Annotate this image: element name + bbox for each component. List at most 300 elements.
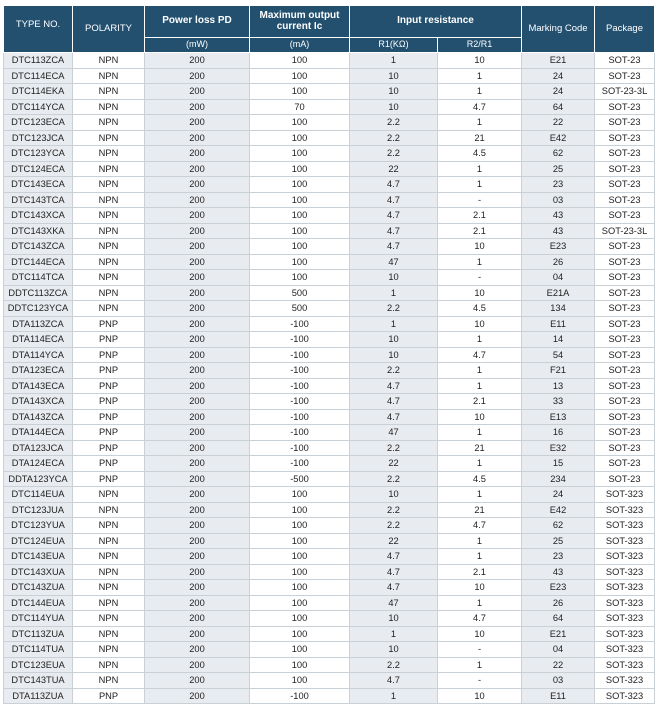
type-no-cell: DTA114ECA: [4, 332, 73, 348]
package-cell: SOT-323: [595, 518, 655, 534]
r2-r1-cell: 4.7: [438, 347, 522, 363]
package-cell: SOT-323: [595, 533, 655, 549]
r1-cell: 4.7: [350, 223, 438, 239]
power-loss-cell: 200: [145, 53, 250, 69]
max-current-cell: 100: [250, 161, 350, 177]
table-row: [4, 533, 655, 549]
max-current-cell: -100: [250, 378, 350, 394]
package-cell: SOT-23-3L: [595, 84, 655, 100]
max-current-cell: -100: [250, 440, 350, 456]
type-no-cell: DTC143EUA: [4, 549, 73, 565]
max-current-cell: 100: [250, 595, 350, 611]
package-cell: SOT-323: [595, 657, 655, 673]
table-row: [4, 363, 655, 379]
max-current-cell: 100: [250, 130, 350, 146]
marking-code-cell: 26: [522, 254, 595, 270]
r2-r1-cell: -: [438, 673, 522, 689]
type-no-cell: DTA143XCA: [4, 394, 73, 410]
package-cell: SOT-323: [595, 564, 655, 580]
polarity-cell: NPN: [73, 130, 145, 146]
r1-cell: 2.2: [350, 146, 438, 162]
polarity-cell: NPN: [73, 502, 145, 518]
package-cell: SOT-23: [595, 301, 655, 317]
power-loss-cell: 200: [145, 177, 250, 193]
power-loss-cell: 200: [145, 146, 250, 162]
max-current-cell: 100: [250, 626, 350, 642]
marking-code-cell: 23: [522, 549, 595, 565]
type-no-cell: DTC123YCA: [4, 146, 73, 162]
max-current-cell: 100: [250, 564, 350, 580]
r1-cell: 2.2: [350, 115, 438, 131]
package-cell: SOT-23: [595, 409, 655, 425]
r1-cell: 2.2: [350, 502, 438, 518]
power-loss-cell: 200: [145, 626, 250, 642]
r1-cell: 22: [350, 161, 438, 177]
table-row: [4, 84, 655, 100]
r2-r1-cell: 1: [438, 425, 522, 441]
r1-cell: 10: [350, 99, 438, 115]
power-loss-cell: 200: [145, 394, 250, 410]
marking-code-cell: 24: [522, 487, 595, 503]
polarity-cell: NPN: [73, 673, 145, 689]
power-loss-cell: 200: [145, 316, 250, 332]
table-row: [4, 440, 655, 456]
table-row: [4, 223, 655, 239]
polarity-cell: NPN: [73, 208, 145, 224]
power-loss-cell: 200: [145, 115, 250, 131]
max-current-cell: 100: [250, 177, 350, 193]
polarity-cell: PNP: [73, 440, 145, 456]
r1-cell: 4.7: [350, 208, 438, 224]
polarity-cell: NPN: [73, 301, 145, 317]
header-polarity: POLARITY: [73, 6, 145, 53]
package-cell: SOT-23: [595, 440, 655, 456]
r2-r1-cell: 1: [438, 657, 522, 673]
package-cell: SOT-323: [595, 611, 655, 627]
r2-r1-cell: 1: [438, 332, 522, 348]
max-current-cell: -100: [250, 363, 350, 379]
table-row: [4, 177, 655, 193]
package-cell: SOT-23: [595, 68, 655, 84]
r1-cell: 1: [350, 626, 438, 642]
package-cell: SOT-23: [595, 192, 655, 208]
max-current-cell: -100: [250, 347, 350, 363]
max-current-cell: 100: [250, 580, 350, 596]
type-no-cell: DTC143TCA: [4, 192, 73, 208]
table-row: [4, 688, 655, 704]
power-loss-cell: 200: [145, 239, 250, 255]
power-loss-cell: 200: [145, 161, 250, 177]
marking-code-cell: 43: [522, 208, 595, 224]
marking-code-cell: F21: [522, 363, 595, 379]
package-cell: SOT-23: [595, 177, 655, 193]
r1-cell: 47: [350, 595, 438, 611]
type-no-cell: DTA113ZUA: [4, 688, 73, 704]
power-loss-cell: 200: [145, 518, 250, 534]
max-current-cell: -500: [250, 471, 350, 487]
max-current-cell: -100: [250, 332, 350, 348]
package-cell: SOT-323: [595, 487, 655, 503]
table-row: [4, 208, 655, 224]
table-row: [4, 611, 655, 627]
type-no-cell: DDTC123YCA: [4, 301, 73, 317]
type-no-cell: DTC114ECA: [4, 68, 73, 84]
polarity-cell: NPN: [73, 53, 145, 69]
max-current-cell: 100: [250, 208, 350, 224]
header-r2-r1: R2/R1: [438, 38, 522, 53]
table-row: [4, 409, 655, 425]
marking-code-cell: 234: [522, 471, 595, 487]
r1-cell: 4.7: [350, 409, 438, 425]
marking-code-cell: 13: [522, 378, 595, 394]
table-row: [4, 99, 655, 115]
polarity-cell: NPN: [73, 611, 145, 627]
type-no-cell: DTC143ZUA: [4, 580, 73, 596]
type-no-cell: DTA143ZCA: [4, 409, 73, 425]
r2-r1-cell: 10: [438, 285, 522, 301]
polarity-cell: NPN: [73, 487, 145, 503]
type-no-cell: DTC144EUA: [4, 595, 73, 611]
package-cell: SOT-23: [595, 378, 655, 394]
r2-r1-cell: 4.5: [438, 301, 522, 317]
r2-r1-cell: 10: [438, 53, 522, 69]
table-row: [4, 394, 655, 410]
marking-code-cell: E23: [522, 580, 595, 596]
power-loss-cell: 200: [145, 84, 250, 100]
marking-code-cell: E21: [522, 626, 595, 642]
polarity-cell: NPN: [73, 161, 145, 177]
package-cell: SOT-23: [595, 99, 655, 115]
table-row: [4, 549, 655, 565]
table-row: [4, 347, 655, 363]
r2-r1-cell: 21: [438, 502, 522, 518]
type-no-cell: DTA144ECA: [4, 425, 73, 441]
max-current-cell: 100: [250, 270, 350, 286]
power-loss-cell: 200: [145, 580, 250, 596]
marking-code-cell: 134: [522, 301, 595, 317]
power-loss-cell: 200: [145, 440, 250, 456]
marking-code-cell: E11: [522, 688, 595, 704]
type-no-cell: DDTA123YCA: [4, 471, 73, 487]
package-cell: SOT-23: [595, 471, 655, 487]
max-current-cell: -100: [250, 316, 350, 332]
table-row: [4, 301, 655, 317]
type-no-cell: DTC123JCA: [4, 130, 73, 146]
r2-r1-cell: 1: [438, 378, 522, 394]
marking-code-cell: 14: [522, 332, 595, 348]
r1-cell: 10: [350, 270, 438, 286]
power-loss-cell: 200: [145, 285, 250, 301]
max-current-cell: 100: [250, 518, 350, 534]
table-row: [4, 564, 655, 580]
power-loss-cell: 200: [145, 688, 250, 704]
r2-r1-cell: 10: [438, 239, 522, 255]
r2-r1-cell: 21: [438, 440, 522, 456]
table-row: [4, 487, 655, 503]
polarity-cell: NPN: [73, 99, 145, 115]
polarity-cell: PNP: [73, 688, 145, 704]
power-loss-cell: 200: [145, 502, 250, 518]
header-power-loss: Power loss PD: [145, 6, 250, 38]
package-cell: SOT-323: [595, 688, 655, 704]
r1-cell: 22: [350, 533, 438, 549]
r2-r1-cell: 1: [438, 161, 522, 177]
power-loss-cell: 200: [145, 192, 250, 208]
marking-code-cell: 62: [522, 146, 595, 162]
r2-r1-cell: 4.5: [438, 146, 522, 162]
polarity-cell: NPN: [73, 270, 145, 286]
table-row: [4, 332, 655, 348]
r1-cell: 22: [350, 456, 438, 472]
table-header: [4, 6, 655, 53]
r2-r1-cell: 1: [438, 177, 522, 193]
polarity-cell: PNP: [73, 471, 145, 487]
table-row: [4, 192, 655, 208]
polarity-cell: NPN: [73, 564, 145, 580]
table-row: [4, 642, 655, 658]
power-loss-cell: 200: [145, 409, 250, 425]
max-current-cell: 100: [250, 84, 350, 100]
max-current-cell: 100: [250, 239, 350, 255]
marking-code-cell: 24: [522, 68, 595, 84]
r2-r1-cell: 1: [438, 487, 522, 503]
r1-cell: 2.2: [350, 130, 438, 146]
polarity-cell: NPN: [73, 115, 145, 131]
marking-code-cell: 04: [522, 642, 595, 658]
table-row: [4, 456, 655, 472]
marking-code-cell: 26: [522, 595, 595, 611]
power-loss-cell: 200: [145, 533, 250, 549]
r1-cell: 47: [350, 254, 438, 270]
package-cell: SOT-23: [595, 239, 655, 255]
table-row: [4, 657, 655, 673]
max-current-cell: 100: [250, 673, 350, 689]
power-loss-cell: 200: [145, 363, 250, 379]
polarity-cell: NPN: [73, 642, 145, 658]
table-row: [4, 316, 655, 332]
r2-r1-cell: 4.7: [438, 611, 522, 627]
table-row: [4, 378, 655, 394]
marking-code-cell: 62: [522, 518, 595, 534]
polarity-cell: PNP: [73, 409, 145, 425]
r2-r1-cell: 1: [438, 595, 522, 611]
package-cell: SOT-23: [595, 285, 655, 301]
max-current-cell: 500: [250, 301, 350, 317]
marking-code-cell: 22: [522, 115, 595, 131]
r1-cell: 2.2: [350, 440, 438, 456]
type-no-cell: DTC114EKA: [4, 84, 73, 100]
marking-code-cell: E42: [522, 130, 595, 146]
power-loss-cell: 200: [145, 347, 250, 363]
r1-cell: 4.7: [350, 378, 438, 394]
marking-code-cell: E21A: [522, 285, 595, 301]
polarity-cell: NPN: [73, 595, 145, 611]
header-input-resistance: Input resistance: [350, 6, 522, 38]
package-cell: SOT-23-3L: [595, 223, 655, 239]
max-current-cell: 100: [250, 223, 350, 239]
polarity-cell: PNP: [73, 316, 145, 332]
marking-code-cell: 54: [522, 347, 595, 363]
polarity-cell: NPN: [73, 285, 145, 301]
polarity-cell: PNP: [73, 347, 145, 363]
r2-r1-cell: 21: [438, 130, 522, 146]
marking-code-cell: 23: [522, 177, 595, 193]
r1-cell: 4.7: [350, 192, 438, 208]
spec-table: [3, 5, 655, 704]
table-row: [4, 68, 655, 84]
package-cell: SOT-323: [595, 502, 655, 518]
max-current-cell: 100: [250, 254, 350, 270]
power-loss-cell: 200: [145, 673, 250, 689]
type-no-cell: DTC143XUA: [4, 564, 73, 580]
marking-code-cell: E42: [522, 502, 595, 518]
r1-cell: 10: [350, 611, 438, 627]
max-current-cell: 100: [250, 502, 350, 518]
table-row: [4, 626, 655, 642]
header-marking-code: Marking Code: [522, 6, 595, 53]
r1-cell: 10: [350, 347, 438, 363]
package-cell: SOT-23: [595, 347, 655, 363]
table-row: [4, 270, 655, 286]
header-type-no: TYPE NO.: [4, 6, 73, 53]
package-cell: SOT-323: [595, 673, 655, 689]
polarity-cell: NPN: [73, 223, 145, 239]
header-r1: R1(KΩ): [350, 38, 438, 53]
polarity-cell: NPN: [73, 626, 145, 642]
r2-r1-cell: 1: [438, 68, 522, 84]
package-cell: SOT-23: [595, 394, 655, 410]
max-current-cell: 100: [250, 642, 350, 658]
table-row: [4, 254, 655, 270]
polarity-cell: NPN: [73, 192, 145, 208]
marking-code-cell: E21: [522, 53, 595, 69]
r2-r1-cell: 10: [438, 409, 522, 425]
power-loss-cell: 200: [145, 130, 250, 146]
package-cell: SOT-23: [595, 456, 655, 472]
type-no-cell: DTC123EUA: [4, 657, 73, 673]
marking-code-cell: E13: [522, 409, 595, 425]
type-no-cell: DTC114TUA: [4, 642, 73, 658]
polarity-cell: PNP: [73, 363, 145, 379]
table-row: [4, 425, 655, 441]
type-no-cell: DTA124ECA: [4, 456, 73, 472]
r2-r1-cell: 2.1: [438, 208, 522, 224]
polarity-cell: NPN: [73, 518, 145, 534]
power-loss-cell: 200: [145, 223, 250, 239]
table-row: [4, 580, 655, 596]
power-loss-cell: 200: [145, 208, 250, 224]
table-row: [4, 471, 655, 487]
header-max-output-current: Maximum output current Ic: [250, 6, 350, 38]
table-row: [4, 502, 655, 518]
table-body: [4, 53, 655, 704]
table-row: [4, 285, 655, 301]
r1-cell: 1: [350, 285, 438, 301]
header-power-unit: (mW): [145, 38, 250, 53]
package-cell: SOT-23: [595, 53, 655, 69]
marking-code-cell: 15: [522, 456, 595, 472]
polarity-cell: NPN: [73, 657, 145, 673]
type-no-cell: DTA113ZCA: [4, 316, 73, 332]
r1-cell: 2.2: [350, 657, 438, 673]
r1-cell: 2.2: [350, 301, 438, 317]
r1-cell: 4.7: [350, 564, 438, 580]
type-no-cell: DTC143ECA: [4, 177, 73, 193]
r2-r1-cell: 1: [438, 363, 522, 379]
package-cell: SOT-23: [595, 425, 655, 441]
marking-code-cell: E23: [522, 239, 595, 255]
table-row: [4, 595, 655, 611]
power-loss-cell: 200: [145, 471, 250, 487]
type-no-cell: DTC114YCA: [4, 99, 73, 115]
max-current-cell: 500: [250, 285, 350, 301]
max-current-cell: 100: [250, 657, 350, 673]
r1-cell: 2.2: [350, 518, 438, 534]
r2-r1-cell: 1: [438, 84, 522, 100]
power-loss-cell: 200: [145, 487, 250, 503]
power-loss-cell: 200: [145, 378, 250, 394]
power-loss-cell: 200: [145, 425, 250, 441]
marking-code-cell: 64: [522, 611, 595, 627]
power-loss-cell: 200: [145, 642, 250, 658]
package-cell: SOT-23: [595, 332, 655, 348]
power-loss-cell: 200: [145, 99, 250, 115]
polarity-cell: PNP: [73, 378, 145, 394]
marking-code-cell: 22: [522, 657, 595, 673]
package-cell: SOT-323: [595, 549, 655, 565]
r1-cell: 10: [350, 642, 438, 658]
r2-r1-cell: 2.1: [438, 564, 522, 580]
r2-r1-cell: 4.7: [438, 518, 522, 534]
r2-r1-cell: 10: [438, 688, 522, 704]
type-no-cell: DTC114YUA: [4, 611, 73, 627]
package-cell: SOT-323: [595, 626, 655, 642]
type-no-cell: DTA123JCA: [4, 440, 73, 456]
package-cell: SOT-23: [595, 130, 655, 146]
polarity-cell: PNP: [73, 394, 145, 410]
type-no-cell: DTC144ECA: [4, 254, 73, 270]
table-row: [4, 673, 655, 689]
r2-r1-cell: 10: [438, 316, 522, 332]
type-no-cell: DTC143XCA: [4, 208, 73, 224]
max-current-cell: -100: [250, 688, 350, 704]
marking-code-cell: 25: [522, 161, 595, 177]
package-cell: SOT-23: [595, 363, 655, 379]
marking-code-cell: 43: [522, 223, 595, 239]
marking-code-cell: E32: [522, 440, 595, 456]
type-no-cell: DTC143ZCA: [4, 239, 73, 255]
package-cell: SOT-23: [595, 146, 655, 162]
type-no-cell: DTC124ECA: [4, 161, 73, 177]
polarity-cell: NPN: [73, 239, 145, 255]
type-no-cell: DTC143TUA: [4, 673, 73, 689]
r2-r1-cell: 4.7: [438, 99, 522, 115]
type-no-cell: DTC123JUA: [4, 502, 73, 518]
type-no-cell: DTC113ZCA: [4, 53, 73, 69]
r2-r1-cell: 1: [438, 549, 522, 565]
package-cell: SOT-23: [595, 115, 655, 131]
r1-cell: 4.7: [350, 673, 438, 689]
r1-cell: 10: [350, 332, 438, 348]
r1-cell: 1: [350, 316, 438, 332]
package-cell: SOT-23: [595, 270, 655, 286]
r1-cell: 4.7: [350, 580, 438, 596]
package-cell: SOT-23: [595, 161, 655, 177]
polarity-cell: NPN: [73, 146, 145, 162]
r1-cell: 4.7: [350, 239, 438, 255]
marking-code-cell: 04: [522, 270, 595, 286]
package-cell: SOT-23: [595, 208, 655, 224]
